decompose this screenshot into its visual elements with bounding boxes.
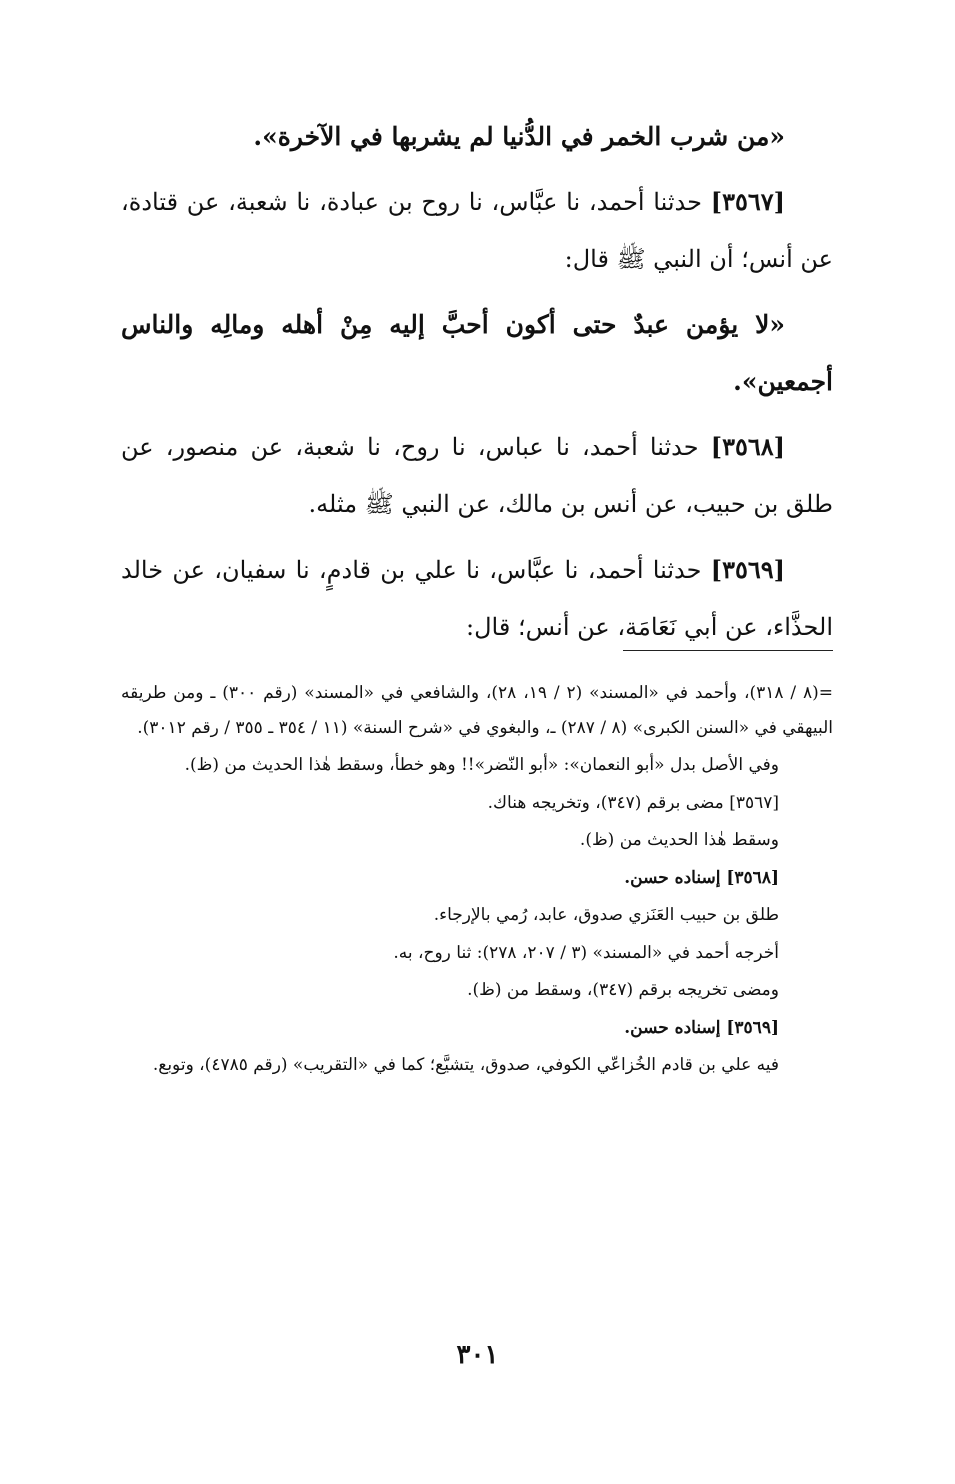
footnotes: [121, 676, 833, 1086]
footnote-3567: [121, 786, 833, 821]
footnote-3569-grade: إسناده حسن.: [624, 1017, 721, 1038]
footnote-divider: [623, 650, 833, 651]
hadith-text-1: «من شرب الخمر في الدُّنيا لم يشربها في الآخرة».: [253, 122, 785, 151]
isnad-3569-text: حدثنا أحمد، نا عبَّاس، نا علي بن قادمٍ، نا سفيان، عن خالد الحذَّاء، عن أبي نَعَامَة، عن أنس؛ قال:: [121, 556, 833, 641]
footnote-number-3567: [٣٥٦٧]: [729, 792, 779, 813]
page-number: ٣٠١: [456, 1340, 499, 1370]
footnote-3568: [121, 861, 833, 896]
footnote-3568-reference: ومضى تخريجه برقم (٣٤٧)، وسقط من (ظ).: [467, 980, 779, 1000]
isnad-3567-text: حدثنا أحمد، نا عبَّاس، نا روح بن عبادة، نا شعبة، عن قتادة، عن أنس؛ أن النبي ﷺ قال:: [121, 188, 833, 273]
footnote-number-3568: [٣٥٦٨]: [726, 867, 779, 888]
hadith-number-3569: [٣٥٦٩]: [710, 555, 785, 584]
main-text: [121, 108, 833, 664]
hadith-number-3567: [٣٥٦٧]: [710, 187, 785, 216]
footnote-number-3569: [٣٥٦٩]: [726, 1017, 779, 1038]
footnote-3568-narrator: طلق بن حبيب العَنَزي صدوق، عابد، رُمي بالإرجاء.: [433, 905, 779, 925]
isnad-3568-text: حدثنا أحمد، نا عباس، نا روح، نا شعبة، عن منصور، عن طلق بن حبيب، عن أنس بن مالك، عن النبي ﷺ مثله.: [121, 433, 833, 518]
isnad-3569: [121, 541, 833, 656]
footnote-3567-text: مضى برقم (٣٤٧)، وتخريجه هناك.: [487, 792, 724, 813]
isnad-3568: [121, 418, 833, 533]
footnote-3568-source: أخرجه أحمد في «المسند» (٣ / ٢٠٧، ٢٧٨): ثنا روح، به.: [393, 942, 779, 963]
footnote-3568-grade: إسناده حسن.: [624, 867, 721, 888]
hadith-number-3568: [٣٥٦٨]: [710, 432, 785, 461]
hadith-text-2: «لا يؤمن عبدٌ حتى أكون أحبَّ إليه مِنْ أهله ومالِه والناس أجمعين».: [121, 310, 833, 396]
footnote-3569: [121, 1011, 833, 1046]
footnote-note: وفي الأصل بدل «أبو النعمان»: «أبو النّضر»!! وهو خطأ، وسقط هٰذا الحديث من (ظ).: [184, 755, 779, 775]
isnad-3567: [121, 173, 833, 288]
footnote-continuation: =(٨ / ٣١٨)، وأحمد في «المسند» (٢ / ١٩، ٢٨)، والشافعي في «المسند» (رقم ٣٠٠) ـ ومن طريقه البيهقي في «السنن الكبرى» (٨ / ٢٨٧) ـ، والبغوي في «شرح السنة» (١١ / ٣٥٤ ـ ٣٥٥ / رقم ٣٠١٢).: [121, 683, 833, 738]
footnote-3569-narrator: فيه علي بن قادم الخُزاعّي الكوفي، صدوق، يتشيَّع؛ كما في «التقريب» (رقم ٤٧٨٥)، وتوبع.: [152, 1055, 779, 1075]
footnote-3567-omission: وسقط هٰذا الحديث من (ظ).: [579, 830, 779, 850]
